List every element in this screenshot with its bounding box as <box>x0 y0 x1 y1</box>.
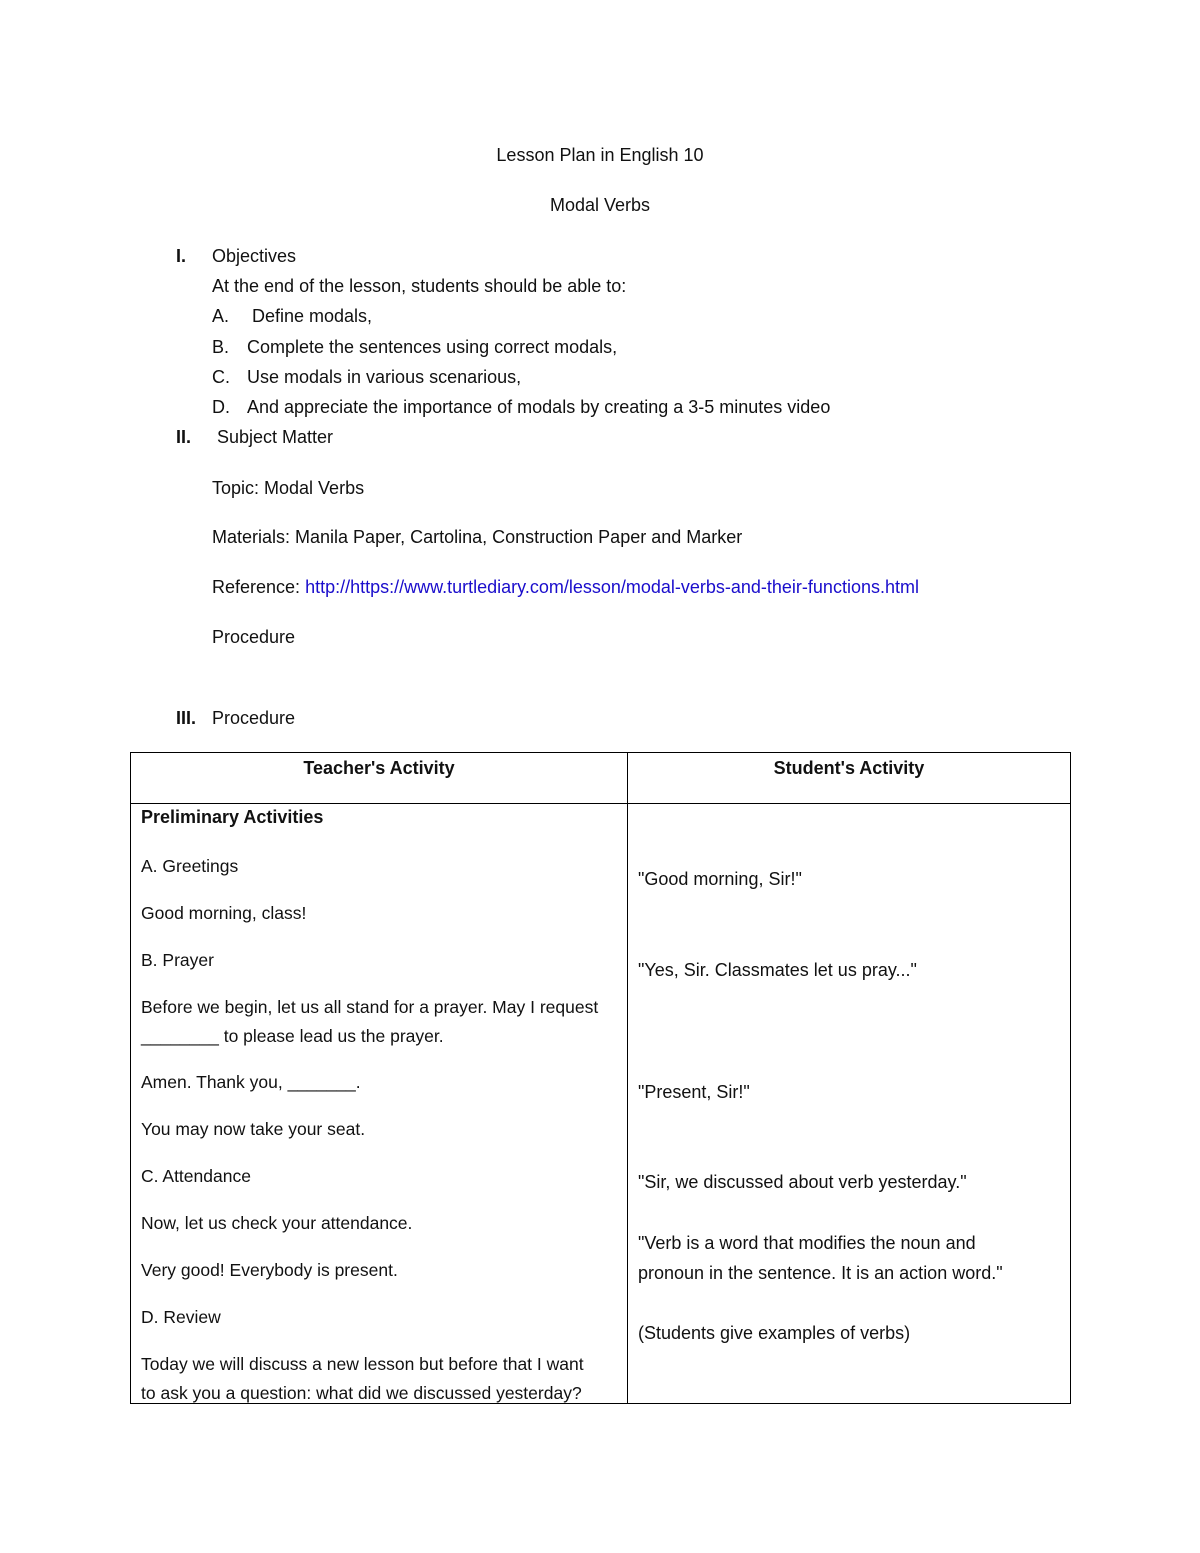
page-title: Lesson Plan in English 10 <box>496 145 704 165</box>
student-activity-header: Student's Activity <box>628 753 1071 804</box>
student-line: "Yes, Sir. Classmates let us pray..." <box>638 960 917 980</box>
teacher-line: Before we begin, let us all stand for a prayer. May I request <box>141 997 599 1017</box>
reference-line <box>212 577 919 598</box>
section-numeral-2: II. <box>176 427 192 447</box>
reference-label: Reference: <box>212 577 306 597</box>
procedure-heading: Procedure <box>212 708 296 728</box>
objective-letter-d: D. <box>212 397 230 417</box>
section-numeral-3: III. <box>176 708 197 728</box>
teacher-line: D. Review <box>141 1307 221 1327</box>
teacher-line: Very good! Everybody is present. <box>141 1260 398 1280</box>
teacher-line: Today we will discuss a new lesson but before that I want <box>141 1354 584 1374</box>
teacher-line: to ask you a question: what did we discussed yesterday? <box>141 1383 582 1403</box>
teacher-line: A. Greetings <box>141 856 239 876</box>
objective-text-c: Use modals in various scenarious, <box>247 367 522 387</box>
procedure-table <box>130 752 1071 1404</box>
materials-line: Materials: Manila Paper, Cartolina, Construction Paper and Marker <box>212 527 743 547</box>
section-numeral-1: I. <box>176 246 187 266</box>
table-header-row <box>131 753 1071 804</box>
student-line: "Present, Sir!" <box>638 1082 750 1102</box>
teacher-line: You may now take your seat. <box>141 1119 366 1139</box>
page-subtitle: Modal Verbs <box>549 195 651 215</box>
topic-line: Topic: Modal Verbs <box>212 478 365 498</box>
student-line: "Good morning, Sir!" <box>638 869 802 889</box>
teacher-line: Now, let us check your attendance. <box>141 1213 413 1233</box>
student-activity-cell <box>628 804 1071 1404</box>
teacher-activity-header: Teacher's Activity <box>131 753 628 804</box>
objective-letter-c: C. <box>212 367 230 387</box>
table-row <box>131 804 1071 1404</box>
teacher-line: Good morning, class! <box>141 903 307 923</box>
teacher-line: B. Prayer <box>141 950 214 970</box>
objective-text-b: Complete the sentences using correct modals, <box>247 337 618 357</box>
objectives-heading: Objectives <box>212 246 297 266</box>
teacher-line: ________ to please lead us the prayer. <box>141 1026 444 1046</box>
objective-letter-a: A. <box>212 306 230 326</box>
teacher-line: C. Attendance <box>141 1166 251 1186</box>
objectives-intro: At the end of the lesson, students should be able to: <box>212 276 627 296</box>
subject-matter-heading: Subject Matter <box>217 427 334 447</box>
procedure-label: Procedure <box>212 627 296 647</box>
student-line: pronoun in the sentence. It is an action word." <box>638 1263 1003 1283</box>
teacher-line: Amen. Thank you, _______. <box>141 1072 361 1092</box>
student-line: "Verb is a word that modifies the noun and <box>638 1233 976 1253</box>
preliminary-activities-heading: Preliminary Activities <box>141 807 324 827</box>
objective-letter-b: B. <box>212 337 230 357</box>
teacher-activity-cell <box>131 804 628 1404</box>
student-line: (Students give examples of verbs) <box>638 1323 911 1343</box>
objective-text-d: And appreciate the importance of modals by creating a 3-5 minutes video <box>247 397 831 417</box>
objective-text-a: Define modals, <box>252 306 373 326</box>
reference-link[interactable]: http://https://www.turtlediary.com/lesson/modal-verbs-and-their-functions.html <box>305 577 919 597</box>
student-line: "Sir, we discussed about verb yesterday." <box>638 1172 967 1192</box>
